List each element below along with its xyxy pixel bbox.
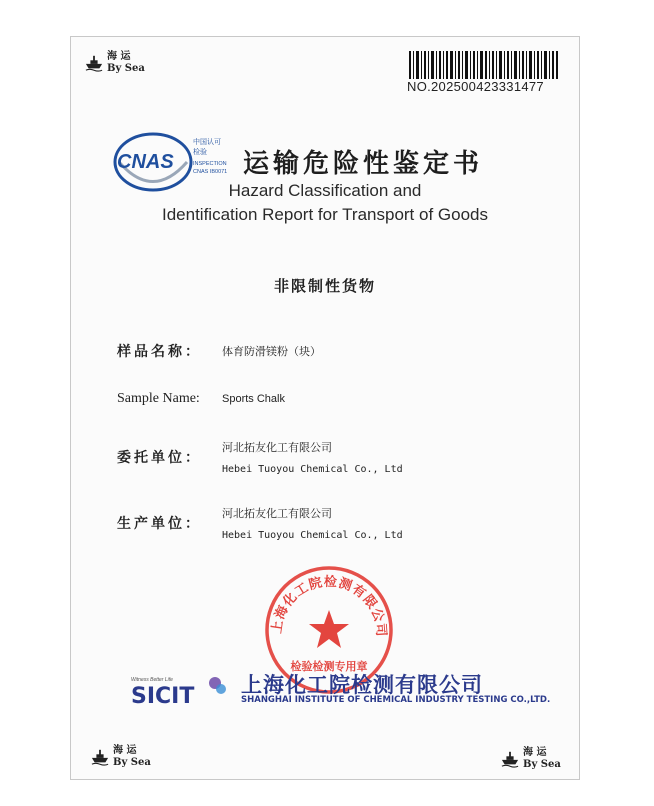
- cnas-en-2: CNAS IB0071: [193, 169, 228, 175]
- cnas-cn-1: 中国认可: [193, 138, 221, 146]
- client-label: 委托单位：: [117, 450, 202, 466]
- sicit-text: SICIT: [131, 684, 195, 707]
- sample-name-cn-value: 体育防滑镁粉（块）: [222, 346, 321, 358]
- shipping-mark-en: By Sea: [113, 757, 151, 768]
- shipping-mark-en: By Sea: [107, 63, 145, 74]
- title-en-line2: Identification Report for Transport of Goods: [161, 205, 488, 224]
- seal-arc-text: 上海化工院检测有限公司: [269, 574, 389, 638]
- client-value-en: Hebei Tuoyou Chemical Co., Ltd: [222, 464, 403, 475]
- ship-icon: [501, 750, 519, 768]
- report-number: NO.202500423331477: [407, 79, 544, 94]
- star-icon: [309, 610, 349, 648]
- classification-result: 非限制性货物: [273, 277, 376, 295]
- manufacturer-label: 生产单位：: [117, 516, 202, 532]
- sicit-tagline: Witness Better Life: [131, 677, 173, 683]
- ship-icon: [91, 748, 109, 766]
- shipping-mark-cn: 海 运: [107, 51, 131, 62]
- certificate-page: [70, 36, 580, 780]
- client-value-cn: 河北拓友化工有限公司: [222, 442, 332, 454]
- barcode: [409, 51, 559, 79]
- ship-icon: [85, 54, 103, 72]
- sample-name-en-label: Sample Name:: [117, 391, 200, 406]
- sample-name-cn-label: 样品名称：: [117, 344, 202, 360]
- shipping-mark-en: By Sea: [523, 759, 561, 770]
- cnas-en-1: INSPECTION: [193, 161, 227, 167]
- shipping-mark-bottom-right: [501, 747, 561, 771]
- title-en-line1: Hazard Classification and: [228, 181, 422, 200]
- shipping-mark-bottom-left: [91, 745, 151, 769]
- manufacturer-value-cn: 河北拓友化工有限公司: [222, 508, 332, 520]
- sicit-logo: [129, 673, 229, 707]
- manufacturer-value-en: Hebei Tuoyou Chemical Co., Ltd: [222, 530, 403, 541]
- sample-name-en-value: Sports Chalk: [222, 393, 285, 405]
- cnas-cn-2: 检验: [193, 148, 207, 156]
- shipping-mark-cn: 海 运: [523, 747, 547, 758]
- shipping-mark-top: [85, 51, 145, 75]
- cnas-letters: CNAS: [117, 151, 174, 173]
- shipping-mark-cn: 海 运: [113, 745, 137, 756]
- title-cn: 运输危险性鉴定书: [243, 149, 484, 179]
- company-name-cn: 上海化工院检测有限公司: [241, 673, 483, 697]
- seal-bottom-text: 检验检测专用章: [290, 660, 368, 673]
- company-name-en: SHANGHAI INSTITUTE OF CHEMICAL INDUSTRY TESTING CO.,LTD.: [241, 695, 551, 705]
